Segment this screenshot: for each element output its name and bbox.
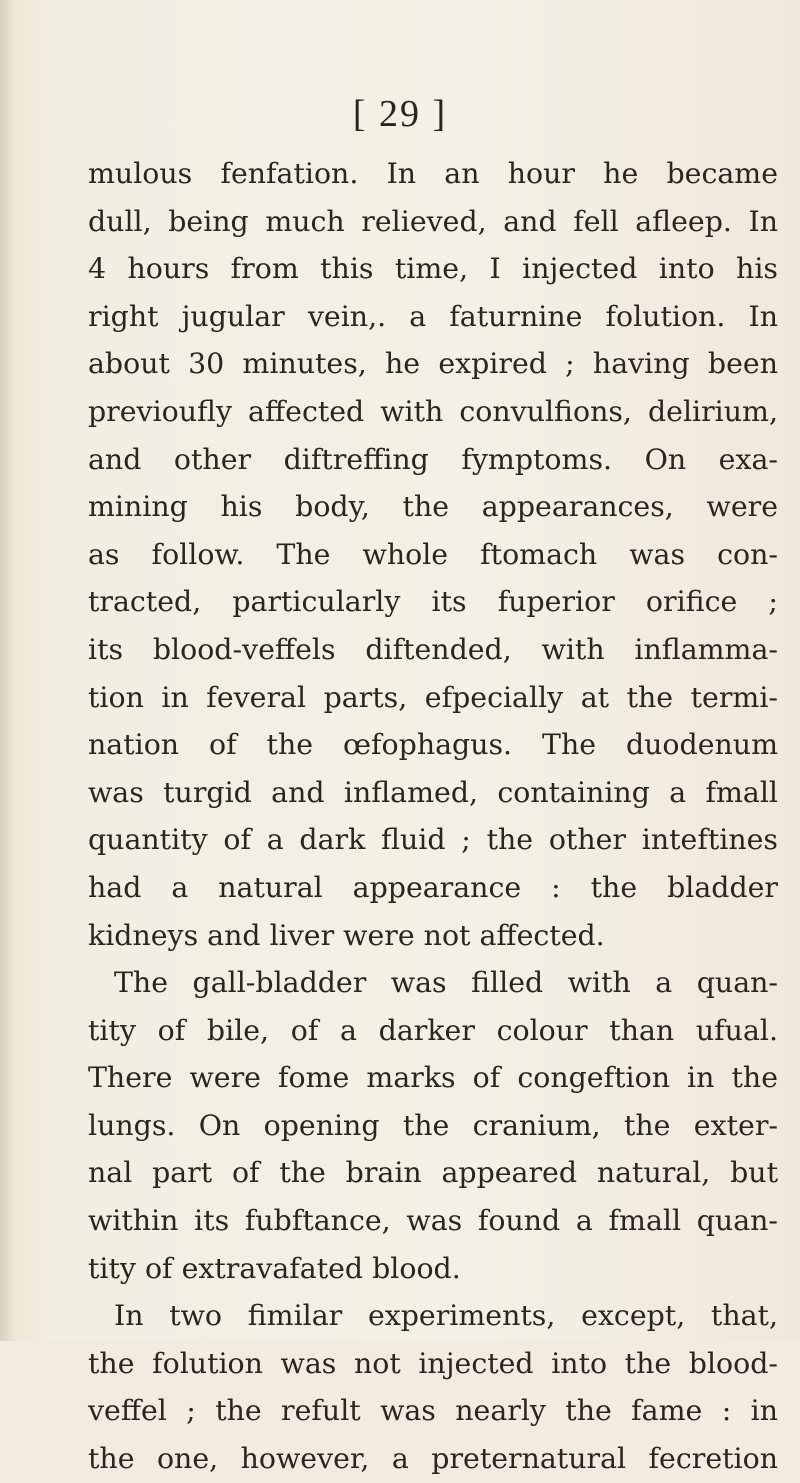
text-line: was turgid and inflamed, containing a fmall [88,775,778,809]
text-line: the folution was not injected into the blood- [88,1346,778,1380]
page-number: [ 29 ] [352,93,448,135]
text-line: quantity of a dark fluid ; the other inteftines [88,823,778,857]
text-line: and other diftreffing fymptoms. On exa- [88,442,778,476]
text-line: the one, however, a preternatural fecretion [88,1442,778,1476]
text-line: dull, being much relieved, and fell afleep. In [88,204,778,238]
page-gutter-shadow [0,0,14,1341]
text-line: about 30 minutes, he expired ; having been [88,347,778,381]
text-line: veffel ; the refult was nearly the fame : in [88,1394,778,1428]
text-line: previoufly affected with convulfions, delirium, [88,394,778,428]
text-line: nal part of the brain appeared natural, but [88,1156,778,1190]
text-line: within its fubftance, was found a fmall quan- [88,1204,778,1238]
text-line: tity of extravafated blood. [88,1251,461,1285]
text-line: as follow. The whole ftomach was con- [88,537,778,571]
text-line: In two fimilar experiments, except, that, [114,1299,778,1333]
text-line: 4 hours from this time, I injected into his [88,252,778,286]
text-line: its blood-veffels diftended, with inflamma- [88,632,778,666]
text-line: tracted, particularly its fuperior orifice ; [88,585,778,619]
text-line: mining his body, the appearances, were [88,490,778,524]
body-text [88,150,778,1483]
text-line: nation of the œfophagus. The duodenum [88,728,778,762]
text-line: had a natural appearance : the bladder [88,870,778,904]
text-line: right jugular vein,. a faturnine folution. In [88,299,778,333]
text-line: tity of bile, of a darker colour than ufual. [88,1013,778,1047]
text-line: mulous fenfation. In an hour he became [88,157,778,190]
text-line: lungs. On opening the cranium, the exter- [88,1108,778,1142]
text-line: The gall-bladder was filled with a quan- [114,966,778,1000]
text-line: kidneys and liver were not affected. [88,918,605,952]
text-line: There were fome marks of congeftion in the [88,1061,778,1095]
text-line: tion in feveral parts, efpecially at the termi- [88,680,778,714]
